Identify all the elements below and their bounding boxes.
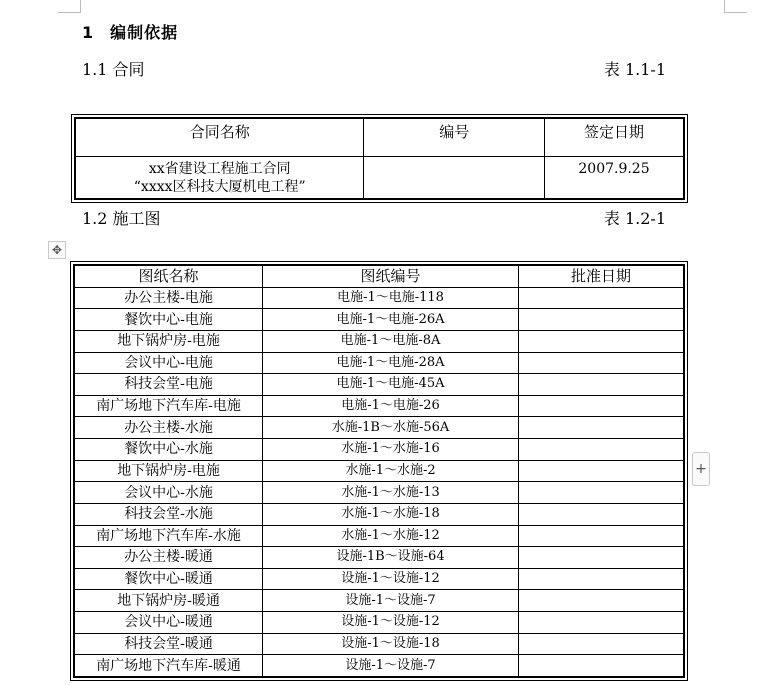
table-row xyxy=(75,157,684,200)
table-row xyxy=(74,330,684,352)
drawing-name-cell[interactable]: 科技会堂-暖通 xyxy=(74,633,263,655)
contract-table-label: 表 1.1-1 xyxy=(603,60,666,79)
contract-number-cell[interactable] xyxy=(364,157,545,200)
table-row xyxy=(74,439,684,461)
contract-name-line1: xx省建设工程施工合同 xyxy=(148,161,291,177)
drawing-code-cell[interactable]: 设施-1～设施-18 xyxy=(263,633,519,655)
approval-date-cell[interactable] xyxy=(518,395,684,417)
contract-date-cell[interactable]: 2007.9.25 xyxy=(545,157,684,200)
margin-mark-top-left-v xyxy=(80,0,81,13)
drawing-name-cell[interactable]: 地下锅炉房-电施 xyxy=(74,330,263,352)
drawing-name-cell[interactable]: 地下锅炉房-电施 xyxy=(74,460,263,482)
drawing-code-cell[interactable]: 电施-1～电施-26A xyxy=(263,309,519,331)
table-header-row xyxy=(75,118,684,157)
approval-date-cell[interactable] xyxy=(518,352,684,374)
drawing-name-cell[interactable]: 餐饮中心-暖通 xyxy=(74,568,263,590)
drawing-name-cell[interactable]: 会议中心-电施 xyxy=(74,352,263,374)
drawing-name-cell[interactable]: 餐饮中心-水施 xyxy=(74,439,263,461)
approval-date-cell[interactable] xyxy=(518,525,684,547)
approval-date-cell[interactable] xyxy=(518,309,684,331)
approval-date-cell[interactable] xyxy=(518,330,684,352)
approval-date-cell[interactable] xyxy=(518,655,684,677)
drawing-code-cell[interactable]: 设施-1～设施-7 xyxy=(263,655,519,677)
section-heading xyxy=(82,20,178,43)
table-row xyxy=(74,460,684,482)
heading-number: 1 xyxy=(82,23,95,42)
contract-table xyxy=(74,117,685,200)
table-header-row xyxy=(74,265,684,287)
drawing-name-cell[interactable]: 地下锅炉房-暖通 xyxy=(74,590,263,612)
margin-mark-top-right-h xyxy=(725,12,747,13)
drawing-code-cell[interactable]: 设施-1B～设施-64 xyxy=(263,547,519,569)
header-cell-drawing-name[interactable]: 图纸名称 xyxy=(74,265,263,287)
drawing-name-cell[interactable]: 科技会堂-水施 xyxy=(74,503,263,525)
header-cell-number[interactable]: 编号 xyxy=(364,118,545,157)
drawing-code-cell[interactable]: 电施-1～电施-45A xyxy=(263,374,519,396)
table-row xyxy=(74,547,684,569)
contract-name-line2: “xxxx区科技大厦机电工程” xyxy=(133,179,306,195)
approval-date-cell[interactable] xyxy=(518,287,684,309)
approval-date-cell[interactable] xyxy=(518,568,684,590)
drawing-code-cell[interactable]: 水施-1～水施-12 xyxy=(263,525,519,547)
heading-title: 编制依据 xyxy=(110,23,179,42)
contract-name-cell[interactable] xyxy=(75,157,364,200)
table-row xyxy=(74,395,684,417)
table-row xyxy=(74,655,684,677)
table-row xyxy=(74,633,684,655)
drawing-code-cell[interactable]: 设施-1～设施-12 xyxy=(263,612,519,634)
drawing-code-cell[interactable]: 水施-1～水施-2 xyxy=(263,460,519,482)
drawing-code-cell[interactable]: 水施-1～水施-18 xyxy=(263,503,519,525)
approval-date-cell[interactable] xyxy=(518,503,684,525)
approval-date-cell[interactable] xyxy=(518,612,684,634)
drawing-name-cell[interactable]: 南广场地下汽车库-暖通 xyxy=(74,655,263,677)
drawing-name-cell[interactable]: 科技会堂-电施 xyxy=(74,374,263,396)
margin-mark-top-left-h xyxy=(58,12,80,13)
table-row xyxy=(74,374,684,396)
approval-date-cell[interactable] xyxy=(518,460,684,482)
approval-date-cell[interactable] xyxy=(518,633,684,655)
contract-section-title: 1.1 合同 xyxy=(82,60,145,79)
approval-date-cell[interactable] xyxy=(518,417,684,439)
table-row xyxy=(74,482,684,504)
drawing-name-cell[interactable]: 办公主楼-暖通 xyxy=(74,547,263,569)
table-row xyxy=(74,309,684,331)
drawing-code-cell[interactable]: 电施-1～电施-118 xyxy=(263,287,519,309)
drawing-code-cell[interactable]: 电施-1～电施-26 xyxy=(263,395,519,417)
approval-date-cell[interactable] xyxy=(518,590,684,612)
table-row xyxy=(74,287,684,309)
header-cell-approval-date[interactable]: 批准日期 xyxy=(518,265,684,287)
table-row xyxy=(74,352,684,374)
drawing-name-cell[interactable]: 南广场地下汽车库-电施 xyxy=(74,395,263,417)
plus-icon[interactable]: + xyxy=(692,452,710,486)
contract-table-frame xyxy=(71,114,688,203)
table-row xyxy=(74,568,684,590)
drawing-code-cell[interactable]: 设施-1～设施-7 xyxy=(263,590,519,612)
header-cell-contract-name[interactable]: 合同名称 xyxy=(75,118,364,157)
drawings-table xyxy=(73,264,685,678)
drawing-name-cell[interactable]: 餐饮中心-电施 xyxy=(74,309,263,331)
drawing-name-cell[interactable]: 南广场地下汽车库-水施 xyxy=(74,525,263,547)
table-row xyxy=(74,503,684,525)
drawing-code-cell[interactable]: 水施-1～水施-13 xyxy=(263,482,519,504)
approval-date-cell[interactable] xyxy=(518,547,684,569)
drawing-code-cell[interactable]: 水施-1B～水施-56A xyxy=(263,417,519,439)
drawing-name-cell[interactable]: 会议中心-水施 xyxy=(74,482,263,504)
drawings-section-title: 1.2 施工图 xyxy=(82,209,161,228)
drawing-name-cell[interactable]: 办公主楼-电施 xyxy=(74,287,263,309)
approval-date-cell[interactable] xyxy=(518,439,684,461)
table-row xyxy=(74,612,684,634)
table-row xyxy=(74,417,684,439)
drawing-code-cell[interactable]: 设施-1～设施-12 xyxy=(263,568,519,590)
drawing-code-cell[interactable]: 电施-1～电施-8A xyxy=(263,330,519,352)
drawings-table-label: 表 1.2-1 xyxy=(603,209,666,228)
header-cell-drawing-code[interactable]: 图纸编号 xyxy=(263,265,519,287)
approval-date-cell[interactable] xyxy=(518,482,684,504)
drawings-table-frame xyxy=(70,261,688,681)
move-icon[interactable]: ✥ xyxy=(48,241,66,259)
drawing-code-cell[interactable]: 电施-1～电施-28A xyxy=(263,352,519,374)
drawing-name-cell[interactable]: 办公主楼-水施 xyxy=(74,417,263,439)
header-cell-sign-date[interactable]: 签定日期 xyxy=(545,118,684,157)
table-row xyxy=(74,590,684,612)
drawing-name-cell[interactable]: 会议中心-暖通 xyxy=(74,612,263,634)
drawing-code-cell[interactable]: 水施-1～水施-16 xyxy=(263,439,519,461)
approval-date-cell[interactable] xyxy=(518,374,684,396)
table-row xyxy=(74,525,684,547)
margin-mark-top-right-v xyxy=(724,0,725,13)
